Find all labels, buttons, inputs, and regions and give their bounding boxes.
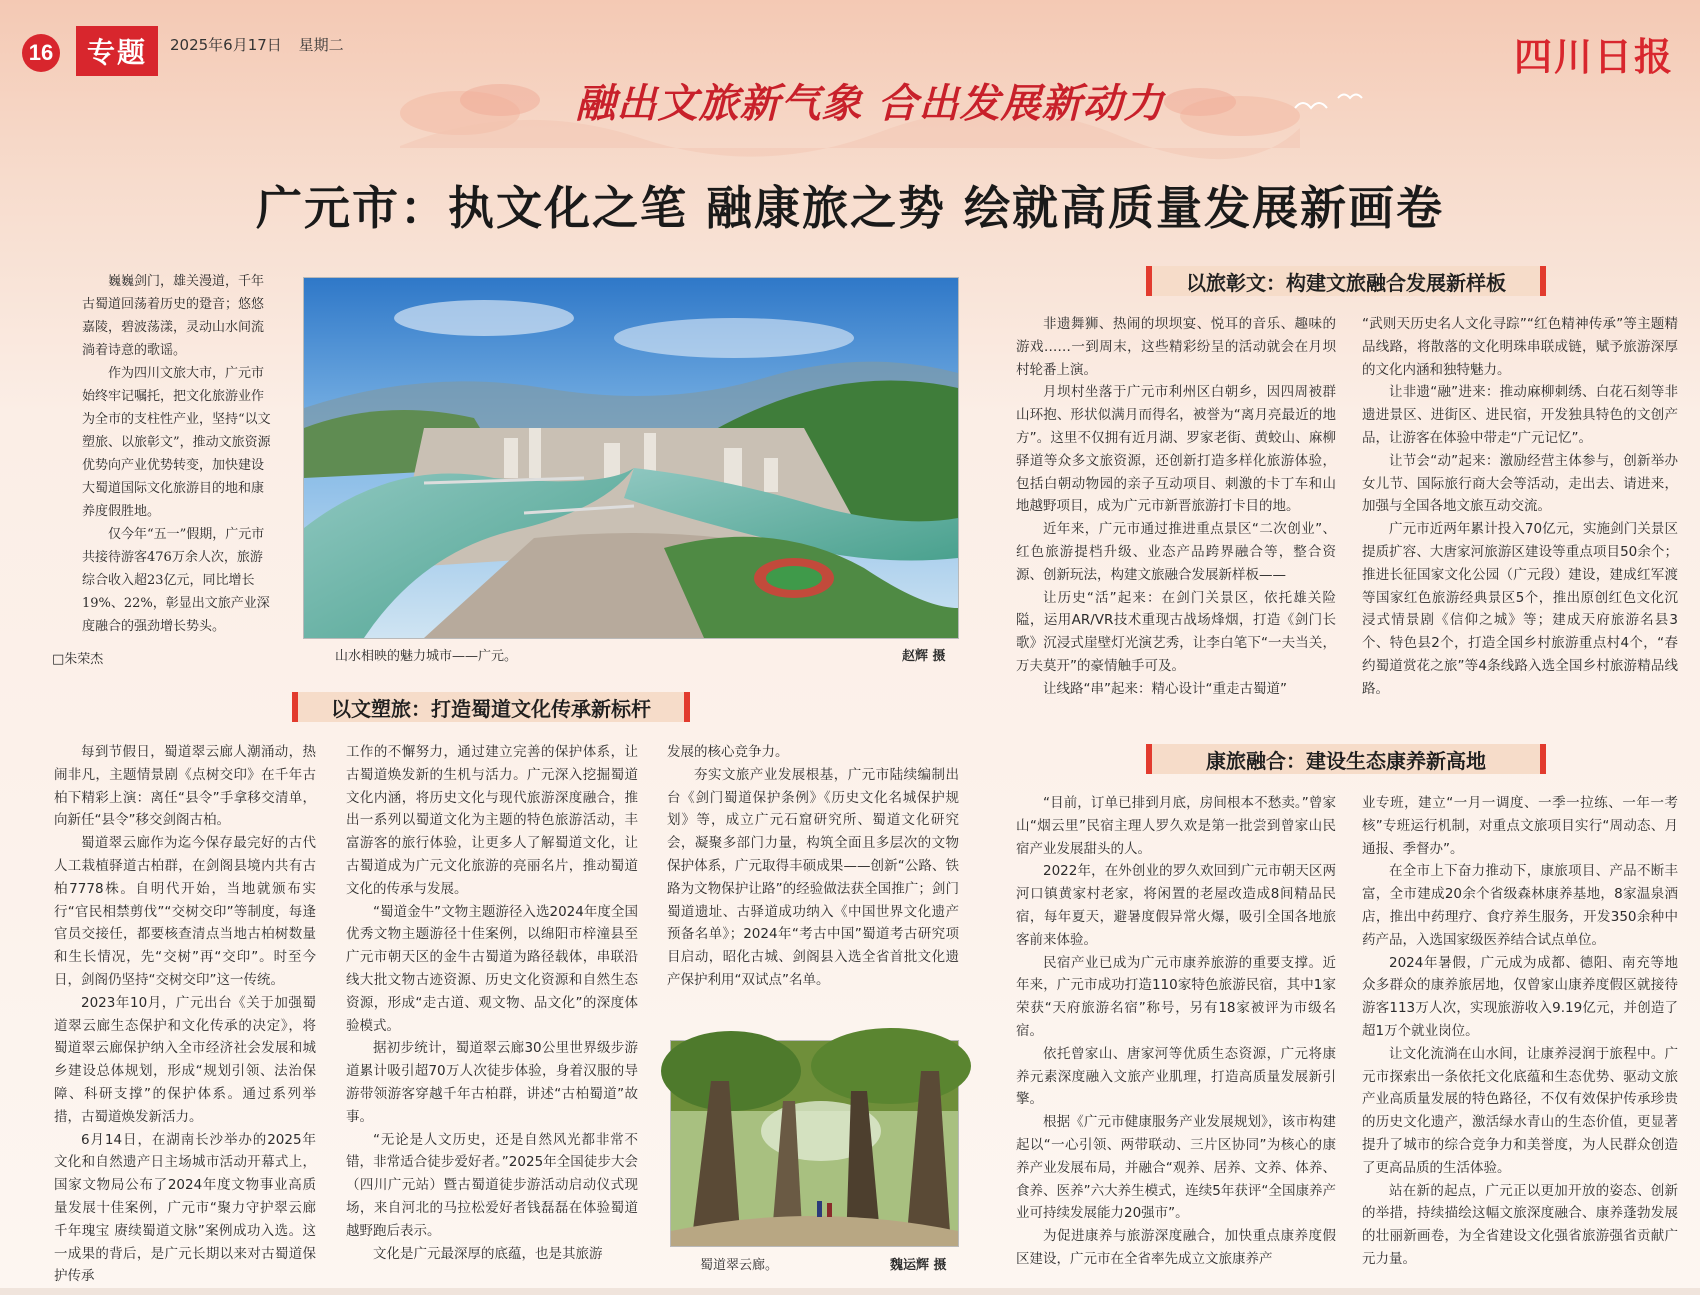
article-paragraph: 夯实文旅产业发展根基，广元市陆续编制出台《剑门蜀道保护条例》《历史文化名城保护规划》等，成立广元石窟研究所、蜀道文化研究会，凝聚多部门力量，构筑全面且多层次的文物保护体系，广元取得丰硕成果——创新“公路、铁路为文物保护让路”的经验做法获全国推广；剑门蜀道遗址、古驿道成功纳入《中国世界文化遗产预备名单》；2024年“考古中国”蜀道考古研究项目启动，昭化古城、剑阁县入选全省首批文化遗产保护利用“双试点”名单。 xyxy=(667,766,959,988)
article-paragraph: 根据《广元市健康服务产业发展规划》，该市构建起以“一心引领、两带联动、三片区协同”为核心的康养产业发展布局，并融合“观养、居养、文养、体养、食养、医养”六大养生模式，连续5年获评“全国康养产业可持续发展能力20强市”。 xyxy=(1016,1114,1336,1222)
section1-column-3 xyxy=(667,741,959,1031)
section3-column-2 xyxy=(1362,792,1678,1278)
cuiyunlang-forest-photo xyxy=(670,1040,959,1247)
section2-column-2 xyxy=(1362,313,1678,725)
article-paragraph: 月坝村坐落于广元市利州区白朝乡，因四周被群山环抱、形状似满月而得名，被誉为“离月亮最近的地方”。这里不仅拥有近月湖、罗家老街、黄蛟山、麻柳驿道等众多文旅资源，还创新打造多样化旅游体验，包括白朝动物园的亲子互动项目、刺激的卡丁车和山地越野项目，成为广元市新晋旅游打卡目的地。 xyxy=(1016,384,1336,515)
article-paragraph: “无论是人文历史，还是自然风光都非常不错，非常适合徒步爱好者。”2025年全国徒步大会（四川广元站）暨古蜀道徒步游活动启动仪式现场，来自河北的马拉松爱好者钱磊磊在体验蜀道越野跑后表示。 xyxy=(346,1131,638,1239)
article-paragraph: 非遗舞狮、热闹的坝坝宴、悦耳的音乐、趣味的游戏……一到周末，这些精彩纷呈的活动就会在月坝村轮番上演。 xyxy=(1016,316,1336,378)
issue-weekday: 星期二 xyxy=(298,36,344,54)
article-paragraph: “武则天历史名人文化寻踪”“红色精神传承”等主题精品线路，将散落的文化明珠串联成链，赋予旅游深厚的文化内涵和独特魅力。 xyxy=(1362,316,1678,378)
intro-paragraph: 巍巍剑门，雄关漫道，千年古蜀道回荡着历史的跫音；悠悠嘉陵，碧波荡漾，灵动山水间流淌着诗意的歌谣。 xyxy=(82,274,265,358)
article-paragraph: 每到节假日，蜀道翠云廊人潮涌动，热闹非凡，主题情景剧《点树交印》在千年古柏下精彩上演：离任“县令”手拿移交清单，向新任“县令”移交剑阁古柏。 xyxy=(54,744,316,829)
issue-date: 2025年6月17日 xyxy=(170,36,282,54)
section-tag: 专题 xyxy=(76,26,158,76)
city-photo-caption: 山水相映的魅力城市——广元。 xyxy=(335,649,518,664)
forest-photo-caption: 蜀道翠云廊。 xyxy=(700,1258,779,1273)
section3-subhead: 康旅融合：建设生态康养新高地 xyxy=(1146,744,1546,774)
article-paragraph: 为促进康养与旅游深度融合，加快重点康养度假区建设，广元市在全省率先成立文旅康养产 xyxy=(1016,1228,1336,1267)
article-paragraph: 工作的不懈努力，通过建立完善的保护体系，让古蜀道焕发新的生机与活力。广元深入挖掘蜀道文化内涵，将历史文化与现代旅游深度融合，推出一系列以蜀道文化为主题的特色旅游活动，丰富游客的旅行体验，让更多人了解蜀道文化，让古蜀道成为广元文化旅游的亮丽名片，推动蜀道文化的传承与发展。 xyxy=(346,744,638,897)
section1-column-1 xyxy=(54,741,316,1285)
article-paragraph: “蜀道金牛”文物主题游径入选2024年度全国优秀文物主题游径十佳案例，以绵阳市梓潼县至广元市朝天区的金牛古蜀道为路径载体，串联沿线大批文物古迹资源、历史文化资源和自然生态资源，形成“走古道、观文物、品文化”的深度体验模式。 xyxy=(346,903,638,1034)
forest-photo-credit: 魏运辉 摄 xyxy=(890,1258,947,1273)
article-paragraph: 发展的核心竞争力。 xyxy=(667,744,789,760)
article-paragraph: 民宿产业已成为广元市康养旅游的重要支撑。近年来，广元市成功打造110家特色旅游民宿，其中1家荣获“天府旅游名宿”称号，另有18家被评为市级名宿。 xyxy=(1016,954,1336,1039)
section3-column-1 xyxy=(1016,792,1336,1278)
section1-column-2 xyxy=(346,741,638,1269)
article-paragraph: 文化是广元最深厚的底蕴，也是其旅游 xyxy=(373,1245,603,1262)
intro-paragraph: 仅今年“五一”假期，广元市共接待游客476万余人次，旅游综合收入超23亿元，同比增长19%、22%，彰显出文旅产业深度融合的强劲增长势头。 xyxy=(82,527,270,634)
article-paragraph: 业专班，建立“一月一调度、一季一拉练、一年一考核”专班运行机制，对重点文旅项目实行“周动态、月通报、季督办”。 xyxy=(1362,795,1678,857)
section2-column-1 xyxy=(1016,313,1336,725)
article-paragraph: 2024年暑假，广元成为成都、德阳、南充等地众多群众的康养旅居地，仅曾家山康养度假区就接待游客113万人次，实现旅游收入9.19亿元，并创造了超1万个就业岗位。 xyxy=(1362,954,1678,1039)
article-paragraph: 让线路“串”起来：精心设计“重走古蜀道” xyxy=(1043,680,1287,697)
banner-slogan: 融出文旅新气象 合出发展新动力 xyxy=(575,80,1165,127)
article-paragraph: “目前，订单已排到月底，房间根本不愁卖。”曾家山“烟云里”民宿主理人罗久欢是第一批尝到曾家山民宿产业发展甜头的人。 xyxy=(1016,795,1336,857)
article-paragraph: 在全市上下奋力推动下，康旅项目、产品不断丰富，全市建成20余个省级森林康养基地，8家温泉酒店，推出中药理疗、食疗养生服务，开发350余种中药产品，入选国家级医养结合试点单位。 xyxy=(1362,863,1678,948)
section2-subhead: 以旅彰文：构建文旅融合发展新样板 xyxy=(1146,266,1546,296)
intro-paragraph: 作为四川文旅大市，广元市始终牢记嘱托，把文化旅游业作为全市的支柱性产业，坚持“以文塑旅、以旅彰文”，推动文旅资源优势向产业优势转变，加快建设大蜀道国际文化旅游目的地和康养度假胜地。 xyxy=(82,366,271,519)
article-paragraph: 近年来，广元市通过推进重点景区“二次创业”、红色旅游提档升级、业态产品跨界融合等，整合资源、创新玩法，构建文旅融合发展新样板—— xyxy=(1016,521,1336,583)
dateline xyxy=(170,34,344,55)
article-paragraph: 广元市近两年累计投入70亿元，实施剑门关景区提质扩容、大唐家河旅游区建设等重点项目50余个；推进长征国家文化公园（广元段）建设，建成红军渡等国家红色旅游经典景区5个，推出原创红色文化沉浸式情景剧《信仰之城》等；建成天府旅游名县3个、特色县2个，打造全国乡村旅游重点村4个，“春约蜀道赏花之旅”等4条线路入选全国乡村旅游精品线路。 xyxy=(1362,521,1678,697)
city-photo-credit: 赵辉 摄 xyxy=(902,649,946,664)
article-paragraph: 让历史“活”起来：在剑门关景区，依托雄关险隘，运用AR/VR技术重现古战场烽烟，打造《剑门长歌》沉浸式崖壁灯光演艺秀，让李白笔下“一夫当关，万夫莫开”的豪情触手可及。 xyxy=(1016,589,1336,674)
article-paragraph: 让节会“动”起来：激励经营主体参与，创新举办女儿节、国际旅行商大会等活动，走出去、请进来，加强与全国各地文旅互动交流。 xyxy=(1362,452,1678,515)
article-paragraph: 据初步统计，蜀道翠云廊30公里世界级步游道累计吸引超70万人次徒步体验，身着汉服的导游带领游客穿越千年古柏群，讲述“古柏蜀道”故事。 xyxy=(346,1040,638,1125)
article-paragraph: 让文化流淌在山水间，让康养浸润于旅程中。广元市探索出一条依托文化底蕴和生态优势、驱动文旅产业高质量发展的特色路径，不仅有效保护传承珍贵的历史文化遗产，激活绿水青山的生态价值，更显著提升了城市的综合竞争力和美誉度，为人民群众创造了更高品质的生活体验。 xyxy=(1362,1045,1678,1176)
city-aerial-photo xyxy=(303,277,959,639)
article-paragraph: 2023年10月，广元出台《关于加强蜀道翠云廊生态保护和文化传承的决定》，将蜀道翠云廊保护纳入全市经济社会发展和城乡建设总体规划，形成“规划引领、法治保障、科研支撑”的保护体系。通过系列举措，古蜀道焕发新活力。 xyxy=(54,994,316,1125)
article-paragraph: 蜀道翠云廊作为迄今保存最完好的古代人工栽植驿道古柏群，在剑阁县境内共有古柏7778株。自明代开始，当地就颁布实行“官民相禁剪伐”“交树交印”等制度，每逢官员交接任，都要核查清点当地古柏树数量和生长情况，先“交树”再“交印”。时至今日，剑阁仍坚持“交树交印”这一传统。 xyxy=(54,835,316,988)
page-headline: 广元市：执文化之笔 融康旅之势 绘就高质量发展新画卷 xyxy=(255,181,1445,235)
article-paragraph: 站在新的起点，广元正以更加开放的姿态、创新的举措，持续描绘这幅文旅深度融合、康养蓬勃发展的壮丽新画卷，为全省建设文化强省旅游强省贡献广元力量。 xyxy=(1362,1182,1678,1267)
intro-text xyxy=(82,270,272,638)
section1-subhead: 以文塑旅：打造蜀道文化传承新标杆 xyxy=(292,692,690,722)
byline: □朱荣杰 xyxy=(52,652,104,667)
article-paragraph: 依托曾家山、唐家河等优质生态资源，广元将康养元素深度融入文旅产业肌理，打造高质量发展新引擎。 xyxy=(1016,1045,1336,1108)
newspaper-masthead: 四川日报 xyxy=(1513,34,1674,79)
article-paragraph: 6月14日，在湖南长沙举办的2025年文化和自然遗产日主场城市活动开幕式上，国家文物局公布了2024年度文物事业高质量发展十佳案例，广元市“聚力守护翠云廊千年瑰宝 赓续蜀道文脉”案例成功入选。这一成果的背后，是广元长期以来对古蜀道保护传承 xyxy=(54,1131,316,1285)
article-paragraph: 2022年，在外创业的罗久欢回到广元市朝天区两河口镇黄家村老家，将闲置的老屋改造成8间精品民宿，每年夏天，避暑度假异常火爆，吸引全国各地旅客前来体验。 xyxy=(1016,863,1336,948)
article-paragraph: 让非遗“融”进来：推动麻柳刺绣、白花石刻等非遗进景区、进街区、进民宿，开发独具特色的文创产品，让游客在体验中带走“广元记忆”。 xyxy=(1362,384,1678,446)
page-footer-band xyxy=(0,1288,1700,1295)
page-number: 16 xyxy=(22,34,60,72)
birds-decoration xyxy=(1290,88,1370,118)
